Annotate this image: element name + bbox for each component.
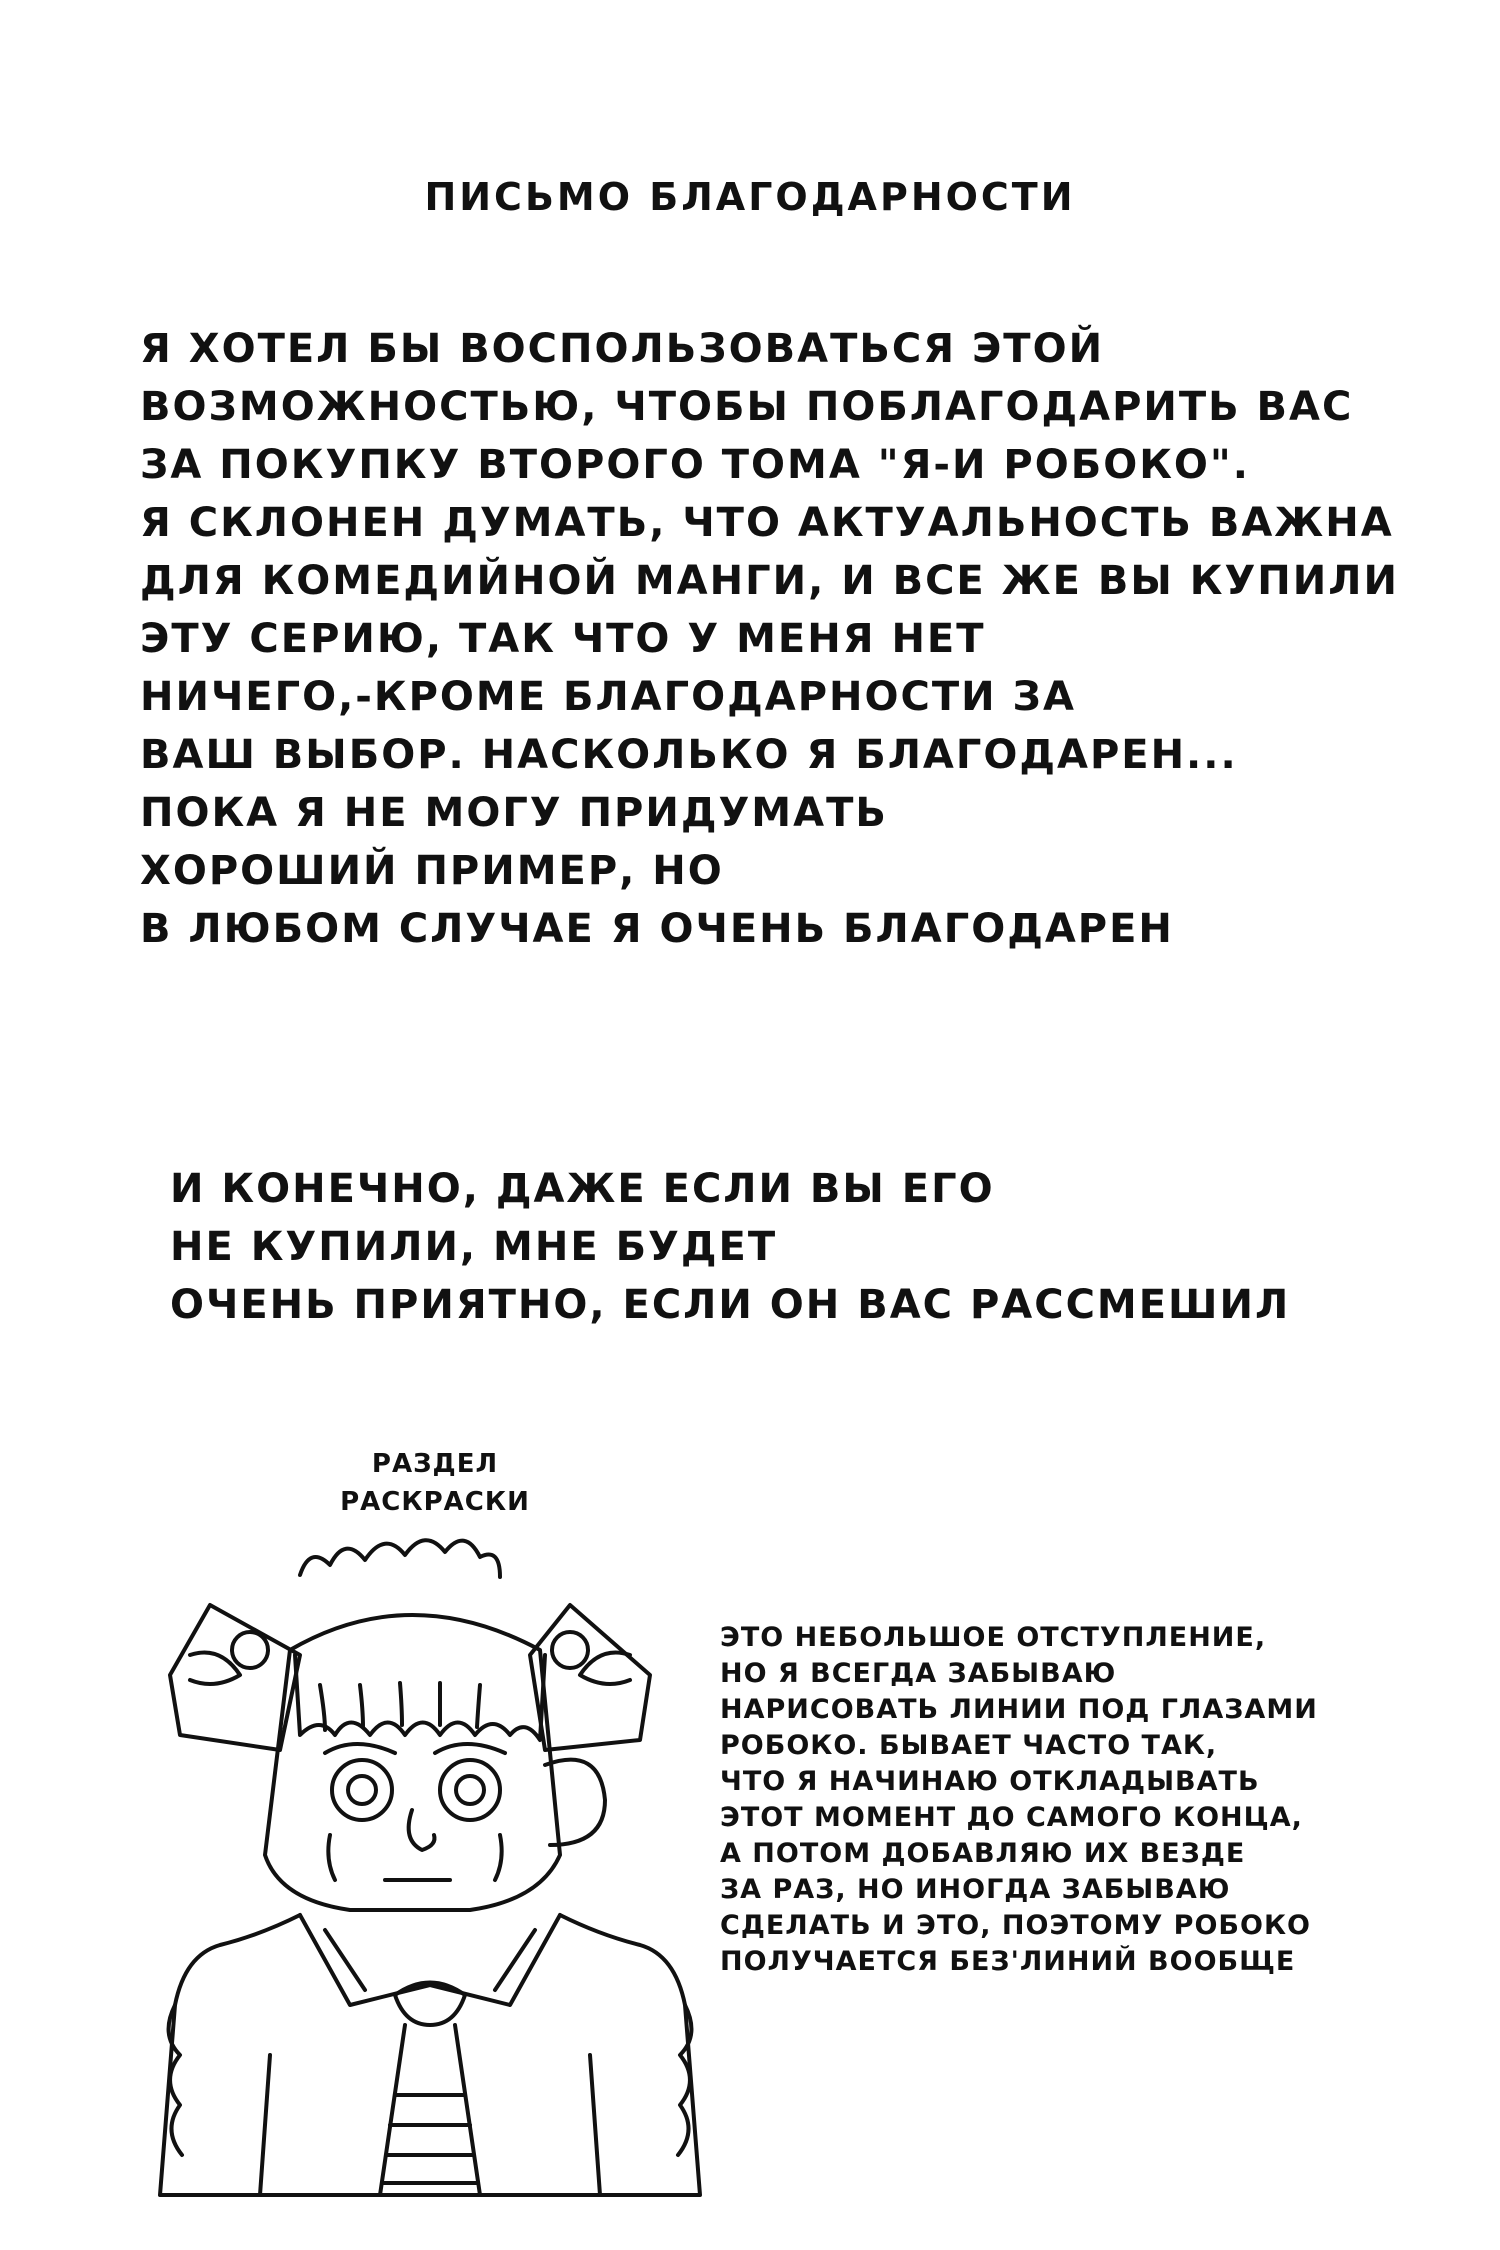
side-note-line: ЗА РАЗ, НО ИНОГДА ЗАБЫВАЮ — [720, 1874, 1231, 1905]
letter-line: Я ХОТЕЛ БЫ ВОСПОЛЬЗОВАТЬСЯ ЭТОЙ — [140, 326, 1105, 372]
side-note-line: СДЕЛАТЬ И ЭТО, ПОЭТОМУ РОБОКО — [720, 1910, 1311, 1941]
letter-line: НИЧЕГО,-КРОМЕ БЛАГОДАРНОСТИ ЗА — [140, 674, 1076, 720]
letter-line: ДЛЯ КОМЕДИЙНОЙ МАНГИ, И ВСЕ ЖЕ ВЫ КУПИЛИ — [140, 558, 1399, 604]
letter-line: ВАШ ВЫБОР. НАСКОЛЬКО Я БЛАГОДАРЕН... — [140, 732, 1238, 778]
coloring-label-line: РАЗДЕЛ — [371, 1449, 499, 1479]
letter-line: ЗА ПОКУПКУ ВТОРОГО ТОМА "Я-И РОБОКО". — [140, 442, 1250, 488]
postscript-line: ОЧЕНЬ ПРИЯТНО, ЕСЛИ ОН ВАС РАССМЕШИЛ — [170, 1282, 1291, 1328]
postscript-line: НЕ КУПИЛИ, МНЕ БУДЕТ — [170, 1224, 778, 1270]
letter-line: ХОРОШИЙ ПРИМЕР, НО — [140, 848, 724, 894]
coloring-section-label — [330, 1445, 540, 1521]
roboko-line-drawing — [150, 1535, 710, 2215]
page-title: ПИСЬМО БЛАГОДАРНОСТИ — [424, 175, 1076, 219]
side-note-line: РОБОКО. БЫВАЕТ ЧАСТО ТАК, — [720, 1730, 1218, 1761]
side-note-line: ЧТО Я НАЧИНАЮ ОТКЛАДЫВАТЬ — [720, 1766, 1260, 1797]
side-note-line: НО Я ВСЕГДА ЗАБЫВАЮ — [720, 1658, 1117, 1689]
side-note-line: А ПОТОМ ДОБАВЛЯЮ ИХ ВЕЗДЕ — [720, 1838, 1246, 1869]
letter-line: ВОЗМОЖНОСТЬЮ, ЧТОБЫ ПОБЛАГОДАРИТЬ ВАС — [140, 384, 1354, 430]
letter-line: В ЛЮБОМ СЛУЧАЕ Я ОЧЕНЬ БЛАГОДАРЕН — [140, 906, 1174, 952]
side-note-line: ЭТОТ МОМЕНТ ДО САМОГО КОНЦА, — [720, 1802, 1303, 1833]
coloring-label-line: РАСКРАСКИ — [340, 1487, 530, 1517]
letter-line: ЭТУ СЕРИЮ, ТАК ЧТО У МЕНЯ НЕТ — [140, 616, 986, 662]
thank-you-letter — [140, 320, 1440, 958]
letter-line: ПОКА Я НЕ МОГУ ПРИДУМАТЬ — [140, 790, 888, 836]
side-note-line: ЭТО НЕБОЛЬШОЕ ОТСТУПЛЕНИЕ, — [720, 1622, 1267, 1653]
side-note — [720, 1620, 1380, 1980]
side-note-line: НАРИСОВАТЬ ЛИНИИ ПОД ГЛАЗАМИ — [720, 1694, 1318, 1725]
side-note-line: ПОЛУЧАЕТСЯ БЕЗ'ЛИНИЙ ВООБЩЕ — [720, 1946, 1296, 1977]
postscript-line: И КОНЕЧНО, ДАЖЕ ЕСЛИ ВЫ ЕГО — [170, 1166, 995, 1212]
postscript — [170, 1160, 1470, 1334]
letter-line: Я СКЛОНЕН ДУМАТЬ, ЧТО АКТУАЛЬНОСТЬ ВАЖНА — [140, 500, 1394, 546]
